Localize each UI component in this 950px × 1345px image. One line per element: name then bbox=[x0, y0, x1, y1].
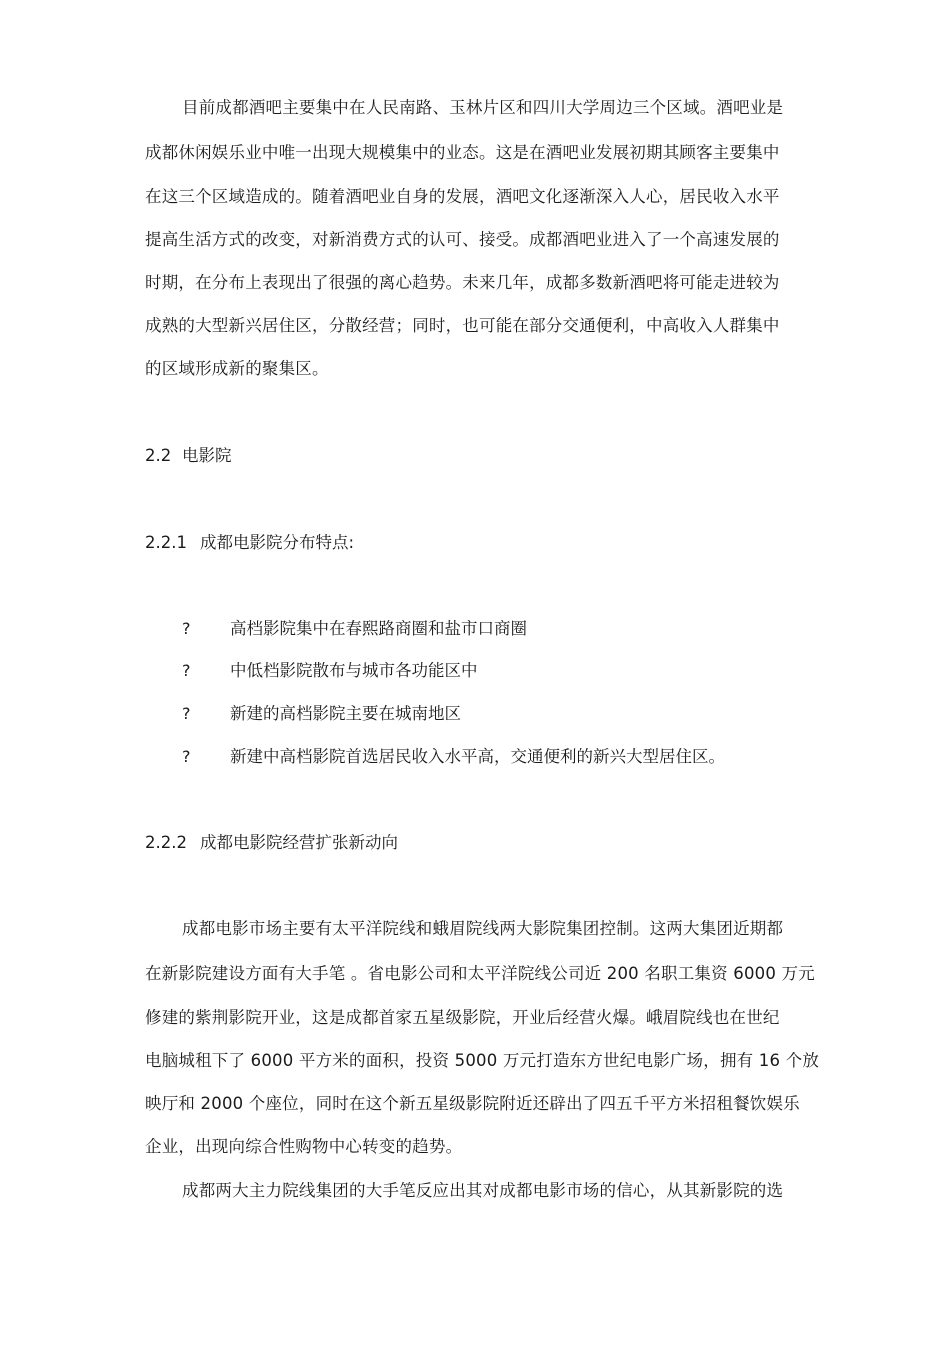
paragraph-line: 目前成都酒吧主要集中在人民南路、玉林片区和四川大学周边三个区域。酒吧业是 bbox=[182, 98, 784, 117]
bullet-marker: ? bbox=[182, 661, 191, 680]
bullet-marker: ? bbox=[182, 747, 191, 766]
section-title: 电影院 bbox=[182, 446, 232, 465]
paragraph-line: 修建的紫荆影院开业，这是成都首家五星级影院，开业后经营火爆。峨眉院线也在世纪 bbox=[145, 1008, 780, 1027]
subsection-heading bbox=[145, 832, 398, 854]
subsection-heading bbox=[145, 532, 354, 554]
paragraph-line: 提高生活方式的改变，对新消费方式的认可、接受。成都酒吧业进入了一个高速发展的 bbox=[145, 230, 780, 249]
section-number: 2.2 bbox=[145, 446, 172, 465]
bullet-text: 高档影院集中在春熙路商圈和盐市口商圈 bbox=[230, 619, 527, 638]
paragraph-line: 企业，出现向综合性购物中心转变的趋势。 bbox=[145, 1137, 463, 1156]
paragraph-line: 的区域形成新的聚集区。 bbox=[145, 359, 329, 378]
paragraph-line: 在这三个区域造成的。随着酒吧业自身的发展，酒吧文化逐渐深入人心，居民收入水平 bbox=[145, 187, 780, 206]
section-title: 成都电影院经营扩张新动向 bbox=[200, 833, 398, 852]
paragraph-line: 在新影院建设方面有大手笔 。省电影公司和太平洋院线公司近 200 名职工集资 6000 万元 bbox=[145, 964, 815, 983]
section-heading bbox=[145, 445, 232, 467]
bullet-marker: ? bbox=[182, 704, 191, 723]
paragraph-line: 成都两大主力院线集团的大手笔反应出其对成都电影市场的信心，从其新影院的选 bbox=[182, 1181, 784, 1200]
bullet-text: 新建中高档影院首选居民收入水平高，交通便利的新兴大型居住区。 bbox=[230, 747, 725, 766]
section-number: 2.2.1 bbox=[145, 533, 187, 552]
paragraph-line: 成都休闲娱乐业中唯一出现大规模集中的业态。这是在酒吧业发展初期其顾客主要集中 bbox=[145, 143, 780, 162]
paragraph-line: 时期，在分布上表现出了很强的离心趋势。未来几年，成都多数新酒吧将可能走进较为 bbox=[145, 273, 780, 292]
paragraph-line: 成熟的大型新兴居住区，分散经营；同时，也可能在部分交通便利，中高收入人群集中 bbox=[145, 316, 780, 335]
paragraph-line: 电脑城租下了 6000 平方米的面积，投资 5000 万元打造东方世纪电影广场，拥有 16 个放 bbox=[145, 1051, 820, 1070]
paragraph-line: 成都电影市场主要有太平洋院线和蛾眉院线两大影院集团控制。这两大集团近期都 bbox=[182, 919, 784, 938]
bullet-text: 中低档影院散布与城市各功能区中 bbox=[230, 661, 478, 680]
section-title: 成都电影院分布特点: bbox=[200, 533, 355, 552]
paragraph-line: 映厅和 2000 个座位，同时在这个新五星级影院附近还辟出了四五千平方米招租餐饮娱乐 bbox=[145, 1094, 800, 1113]
bullet-text: 新建的高档影院主要在城南地区 bbox=[230, 704, 461, 723]
section-number: 2.2.2 bbox=[145, 833, 187, 852]
bullet-marker: ? bbox=[182, 619, 191, 638]
